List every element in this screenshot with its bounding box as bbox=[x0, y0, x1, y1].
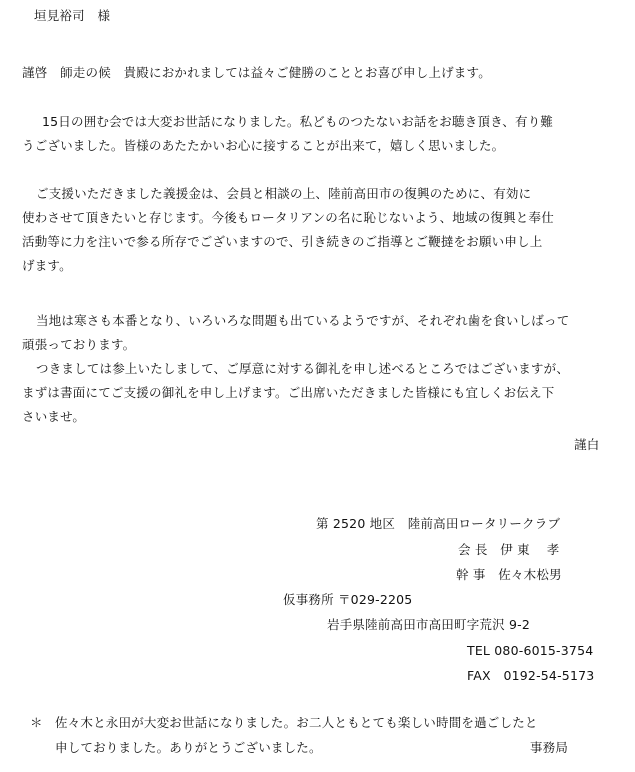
greeting: 謹啓 師走の候 貴殿におかれましては益々ご健勝のこととお喜び申し上げます。 bbox=[22, 65, 491, 80]
sender-tel: TEL 080-6015-3754 bbox=[467, 643, 594, 658]
paragraph-3-line-2: 頑張っております。 bbox=[22, 337, 136, 352]
paragraph-3-line-4: まずは書面にてご支援の御礼を申し上げます。ご出席いただきました皆様にも宜しくお伝え下 bbox=[22, 385, 555, 400]
sender-president: 会 長 伊 東 孝 bbox=[458, 542, 560, 557]
paragraph-3-line-1: 当地は寒さも本番となり、いろいろな問題も出ているようですが、それぞれ歯を食いしばって bbox=[36, 313, 570, 328]
paragraph-2-line-1: ご支援いただきました義援金は、会員と相談の上、陸前高田市の復興のために、有効に bbox=[36, 186, 532, 201]
paragraph-3-line-3: つきましては参上いたしまして、ご厚意に対する御礼を申し述べるところではございますが、 bbox=[36, 361, 570, 376]
sender-office: 仮事務所 〒029-2205 bbox=[283, 592, 413, 607]
addressee: 垣見裕司 様 bbox=[34, 8, 111, 23]
paragraph-3-line-5: さいませ。 bbox=[22, 409, 86, 424]
closing: 謹白 bbox=[574, 437, 600, 452]
postscript-signature: 事務局 bbox=[530, 740, 569, 755]
sender-secretary: 幹 事 佐々木松男 bbox=[456, 567, 562, 582]
postscript-line-1: 佐々木と永田が大変お世話になりました。お二人ともとても楽しい時間を過ごしたと bbox=[55, 715, 538, 730]
sender-fax: FAX 0192-54-5173 bbox=[467, 668, 595, 683]
sender-address: 岩手県陸前高田市高田町字荒沢 9-2 bbox=[327, 617, 530, 632]
paragraph-1-line-2: うございました。皆様のあたたかいお心に接することが出来て，嬉しく思いました。 bbox=[22, 138, 505, 153]
postscript-line-2: 申しておりました。ありがとうございました。 bbox=[55, 740, 322, 755]
paragraph-1-line-1: 15日の囲む会では大変お世話になりました。私どものつたないお話をお聴き頂き、有り難 bbox=[42, 114, 554, 129]
postscript-mark: ＊ bbox=[30, 715, 43, 730]
sender-club: 第 2520 地区 陸前高田ロータリークラブ bbox=[316, 516, 561, 531]
paragraph-2-line-3: 活動等に力を注いで参る所存でございますので、引き続きのご指導とご鞭撻をお願い申し上 bbox=[22, 234, 543, 249]
paragraph-2-line-4: げます。 bbox=[22, 258, 72, 273]
paragraph-2-line-2: 使わさせて頂きたいと存じます。今後もロータリアンの名に恥じないよう、地域の復興と奉仕 bbox=[22, 210, 554, 225]
